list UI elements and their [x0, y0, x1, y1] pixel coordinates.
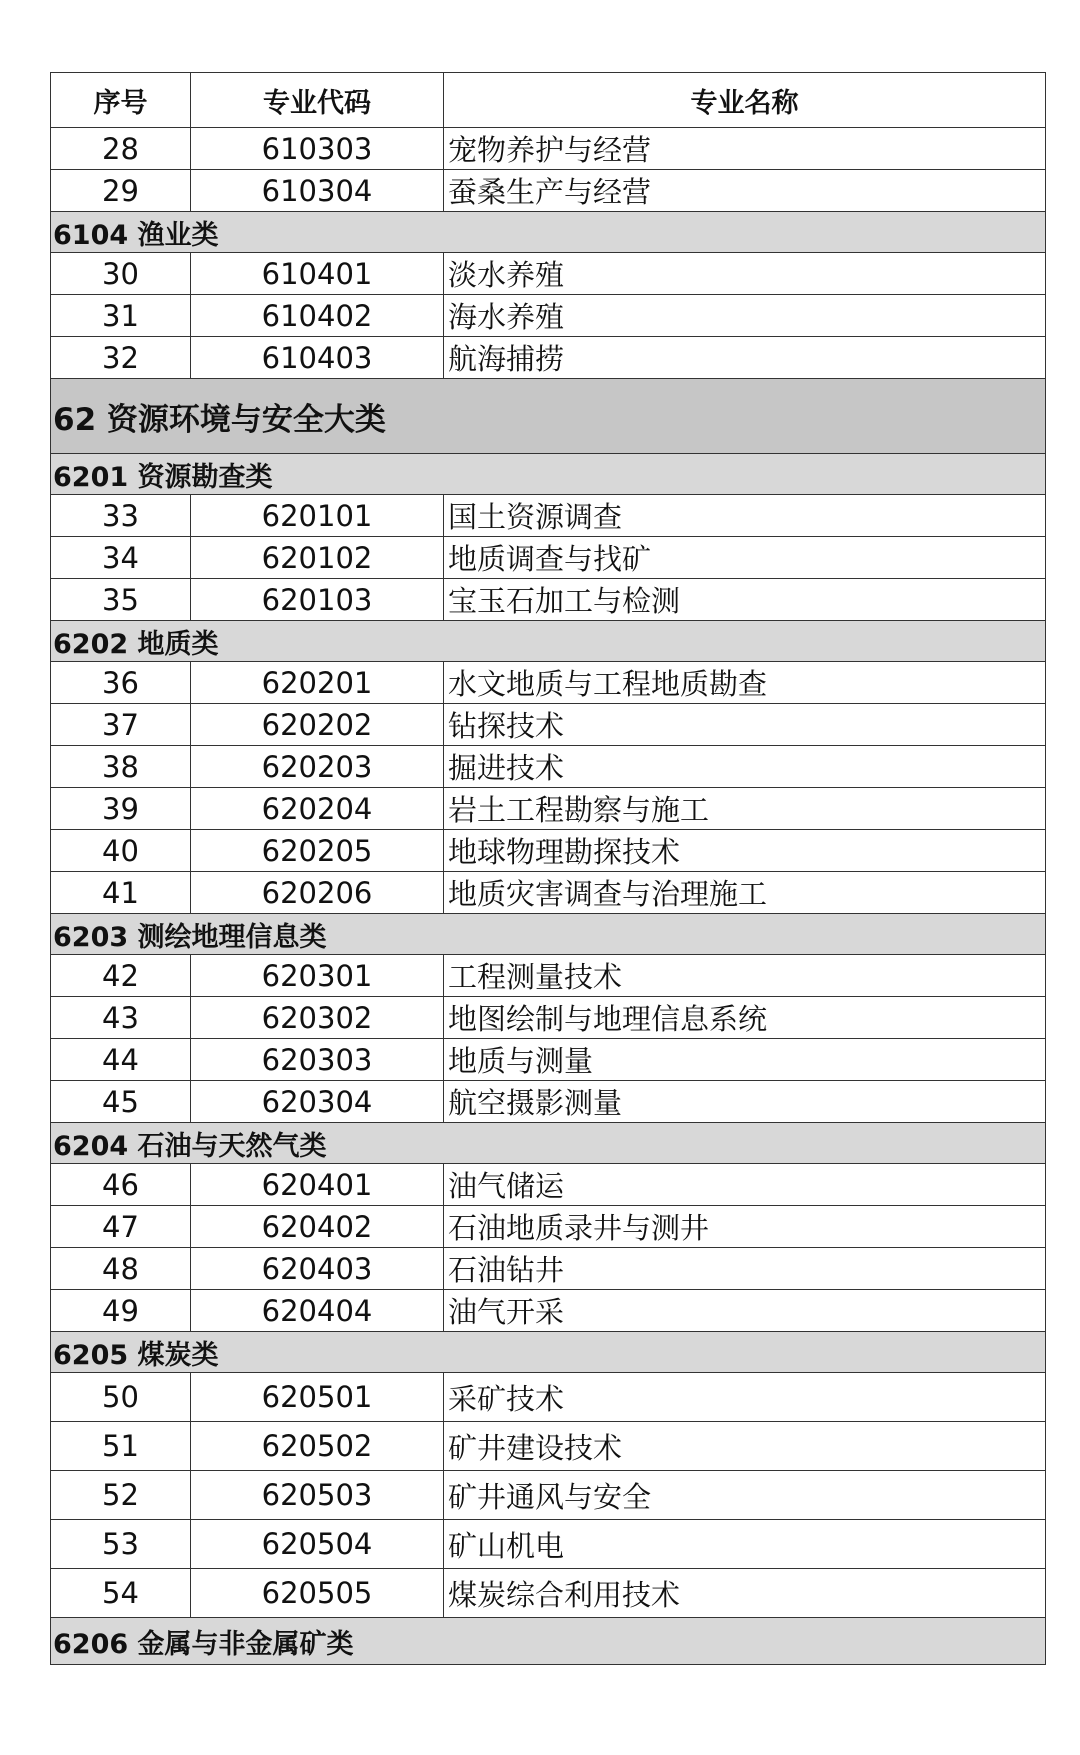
category-row — [51, 621, 1046, 662]
category-label: 6202 地质类 — [51, 621, 1046, 662]
table-row — [51, 1164, 1046, 1206]
seq-cell: 42 — [51, 955, 191, 997]
seq-cell: 44 — [51, 1039, 191, 1081]
table-row — [51, 872, 1046, 914]
table-row — [51, 253, 1046, 295]
code-cell: 620206 — [191, 872, 444, 914]
header-seq: 序号 — [51, 73, 191, 128]
table-row — [51, 1290, 1046, 1332]
seq-cell: 51 — [51, 1422, 191, 1471]
name-cell: 海水养殖 — [444, 295, 1046, 337]
name-cell: 宠物养护与经营 — [444, 128, 1046, 170]
seq-cell: 41 — [51, 872, 191, 914]
table-row — [51, 128, 1046, 170]
table-row — [51, 1520, 1046, 1569]
table-row — [51, 579, 1046, 621]
table-row — [51, 830, 1046, 872]
code-cell: 620505 — [191, 1569, 444, 1618]
name-cell: 地质灾害调查与治理施工 — [444, 872, 1046, 914]
category-label: 6104 渔业类 — [51, 212, 1046, 253]
name-cell: 煤炭综合利用技术 — [444, 1569, 1046, 1618]
code-cell: 620101 — [191, 495, 444, 537]
seq-cell: 30 — [51, 253, 191, 295]
seq-cell: 38 — [51, 746, 191, 788]
code-cell: 620201 — [191, 662, 444, 704]
seq-cell: 35 — [51, 579, 191, 621]
code-cell: 620203 — [191, 746, 444, 788]
category-row — [51, 1332, 1046, 1373]
name-cell: 岩土工程勘察与施工 — [444, 788, 1046, 830]
code-cell: 620404 — [191, 1290, 444, 1332]
table-row — [51, 1206, 1046, 1248]
code-cell: 620204 — [191, 788, 444, 830]
code-cell: 620504 — [191, 1520, 444, 1569]
table-row — [51, 170, 1046, 212]
name-cell: 航海捕捞 — [444, 337, 1046, 379]
table-row — [51, 955, 1046, 997]
category-row — [51, 914, 1046, 955]
seq-cell: 29 — [51, 170, 191, 212]
table-row — [51, 1039, 1046, 1081]
code-cell: 620302 — [191, 997, 444, 1039]
seq-cell: 43 — [51, 997, 191, 1039]
name-cell: 矿山机电 — [444, 1520, 1046, 1569]
name-cell: 航空摄影测量 — [444, 1081, 1046, 1123]
major-category-label: 62 资源环境与安全大类 — [51, 379, 1046, 454]
code-cell: 610402 — [191, 295, 444, 337]
seq-cell: 53 — [51, 1520, 191, 1569]
seq-cell: 52 — [51, 1471, 191, 1520]
code-cell: 620205 — [191, 830, 444, 872]
seq-cell: 47 — [51, 1206, 191, 1248]
name-cell: 地质与测量 — [444, 1039, 1046, 1081]
name-cell: 掘进技术 — [444, 746, 1046, 788]
name-cell: 地球物理勘探技术 — [444, 830, 1046, 872]
name-cell: 矿井建设技术 — [444, 1422, 1046, 1471]
table-row — [51, 746, 1046, 788]
name-cell: 淡水养殖 — [444, 253, 1046, 295]
category-row — [51, 212, 1046, 253]
name-cell: 工程测量技术 — [444, 955, 1046, 997]
header-name: 专业名称 — [444, 73, 1046, 128]
seq-cell: 28 — [51, 128, 191, 170]
table-row — [51, 295, 1046, 337]
table-row — [51, 495, 1046, 537]
seq-cell: 34 — [51, 537, 191, 579]
category-label: 6205 煤炭类 — [51, 1332, 1046, 1373]
code-cell: 620402 — [191, 1206, 444, 1248]
table-row — [51, 537, 1046, 579]
name-cell: 蚕桑生产与经营 — [444, 170, 1046, 212]
table-row — [51, 1373, 1046, 1422]
table-row — [51, 1569, 1046, 1618]
code-cell: 610303 — [191, 128, 444, 170]
code-cell: 620501 — [191, 1373, 444, 1422]
code-cell: 620503 — [191, 1471, 444, 1520]
code-cell: 610403 — [191, 337, 444, 379]
table-row — [51, 1471, 1046, 1520]
seq-cell: 37 — [51, 704, 191, 746]
category-label: 6206 金属与非金属矿类 — [51, 1618, 1046, 1665]
table-row — [51, 1248, 1046, 1290]
seq-cell: 46 — [51, 1164, 191, 1206]
code-cell: 620403 — [191, 1248, 444, 1290]
code-cell: 620401 — [191, 1164, 444, 1206]
code-cell: 610401 — [191, 253, 444, 295]
name-cell: 国土资源调查 — [444, 495, 1046, 537]
name-cell: 水文地质与工程地质勘查 — [444, 662, 1046, 704]
category-label: 6204 石油与天然气类 — [51, 1123, 1046, 1164]
name-cell: 矿井通风与安全 — [444, 1471, 1046, 1520]
table-row — [51, 788, 1046, 830]
seq-cell: 49 — [51, 1290, 191, 1332]
category-label: 6203 测绘地理信息类 — [51, 914, 1046, 955]
category-label: 6201 资源勘查类 — [51, 454, 1046, 495]
header-row — [51, 73, 1046, 128]
seq-cell: 36 — [51, 662, 191, 704]
code-cell: 620202 — [191, 704, 444, 746]
category-row — [51, 1123, 1046, 1164]
name-cell: 油气开采 — [444, 1290, 1046, 1332]
code-cell: 620102 — [191, 537, 444, 579]
name-cell: 采矿技术 — [444, 1373, 1046, 1422]
name-cell: 宝玉石加工与检测 — [444, 579, 1046, 621]
seq-cell: 39 — [51, 788, 191, 830]
seq-cell: 31 — [51, 295, 191, 337]
table-body — [51, 128, 1046, 1665]
major-catalog-table — [50, 72, 1046, 1665]
table-row — [51, 662, 1046, 704]
code-cell: 620301 — [191, 955, 444, 997]
name-cell: 石油地质录井与测井 — [444, 1206, 1046, 1248]
table-row — [51, 1422, 1046, 1471]
seq-cell: 54 — [51, 1569, 191, 1618]
header-code: 专业代码 — [191, 73, 444, 128]
seq-cell: 33 — [51, 495, 191, 537]
code-cell: 620103 — [191, 579, 444, 621]
seq-cell: 40 — [51, 830, 191, 872]
table-row — [51, 337, 1046, 379]
name-cell: 油气储运 — [444, 1164, 1046, 1206]
code-cell: 620304 — [191, 1081, 444, 1123]
table-row — [51, 1081, 1046, 1123]
name-cell: 钻探技术 — [444, 704, 1046, 746]
code-cell: 610304 — [191, 170, 444, 212]
table-row — [51, 704, 1046, 746]
seq-cell: 48 — [51, 1248, 191, 1290]
category-row — [51, 454, 1046, 495]
code-cell: 620303 — [191, 1039, 444, 1081]
seq-cell: 45 — [51, 1081, 191, 1123]
name-cell: 石油钻井 — [444, 1248, 1046, 1290]
name-cell: 地图绘制与地理信息系统 — [444, 997, 1046, 1039]
code-cell: 620502 — [191, 1422, 444, 1471]
name-cell: 地质调查与找矿 — [444, 537, 1046, 579]
category-row — [51, 1618, 1046, 1665]
major-category-row — [51, 379, 1046, 454]
seq-cell: 32 — [51, 337, 191, 379]
table-row — [51, 997, 1046, 1039]
seq-cell: 50 — [51, 1373, 191, 1422]
